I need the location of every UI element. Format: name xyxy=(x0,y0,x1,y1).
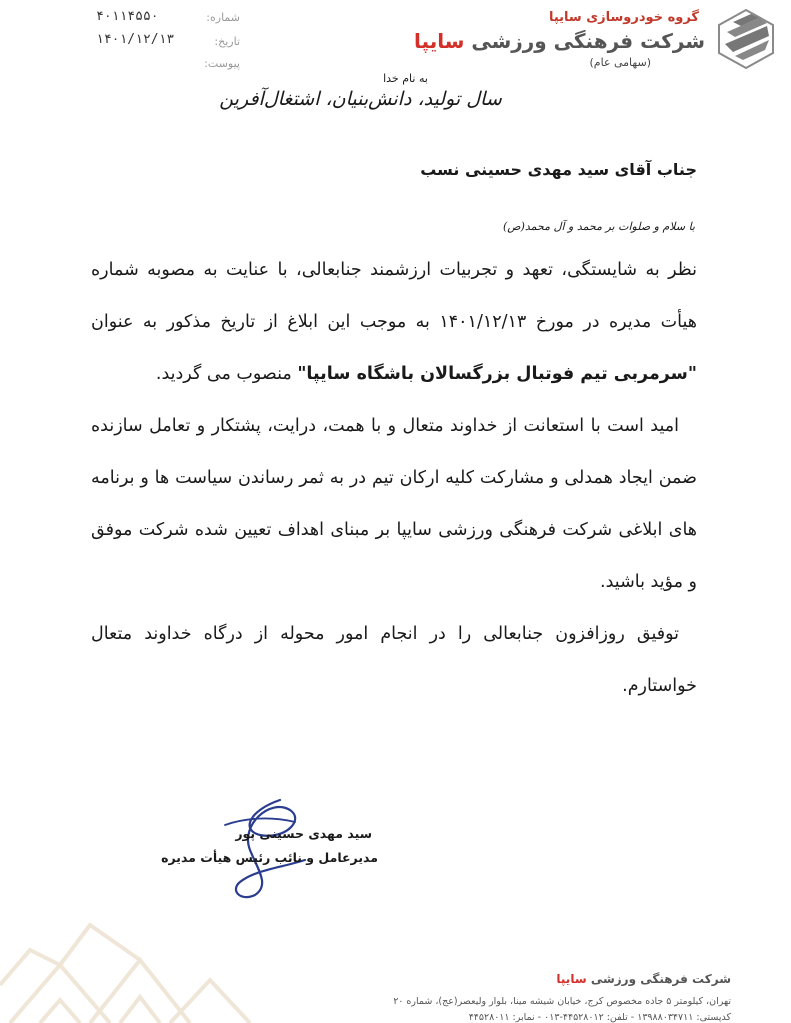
signatory-title: مدیرعامل و نائب رئیس هیأت مدیره xyxy=(161,850,378,865)
paragraph-3-text: توفیق روزافزون جنابعالی را در انجام امور محوله از درگاه خداوند متعال خواستارم. xyxy=(91,624,697,696)
paragraph-2 xyxy=(91,400,697,608)
letter-body xyxy=(91,244,697,712)
date-label: تاریخ: xyxy=(214,35,240,48)
signatory-name: سید مهدی حسینی پور xyxy=(235,826,372,841)
number-value: ۴۰۱۱۴۵۵۰ xyxy=(96,9,159,24)
paragraph-1-text: نظر به شایستگی، تعهد و تجربیات ارزشمند جنابعالی، با عنایت به مصوبه شماره هیأت مدیره در مورخ ۱۴۰۱/۱۲/۱۳ به موجب این ابلاغ از تاریخ مذکور به عنوان xyxy=(91,260,697,332)
year-slogan: سال تولید، دانش‌بنیان، اشتغال‌آفرین xyxy=(219,88,502,110)
brand-group-name: گروه خودروسازی سایپا xyxy=(548,10,699,25)
brand-company-accent: سایپا xyxy=(414,29,465,53)
footer-brand-accent: سایپا xyxy=(556,972,587,986)
number-label: شماره: xyxy=(206,11,240,24)
date-value: ۱۴۰۱/۱۲/۱۳ xyxy=(96,32,175,47)
brand-company-name xyxy=(414,29,705,53)
brand-company-type: (سهامی عام) xyxy=(589,56,651,69)
footer-address: تهران، کیلومتر ۵ جاده مخصوص کرج، خیابان شیشه مینا، بلوار ولیعصر(عج)، شماره ۲۰ xyxy=(393,996,731,1007)
saipa-logo-icon xyxy=(715,8,777,70)
paragraph-3 xyxy=(91,608,697,712)
footer-decorative-pattern-icon xyxy=(0,905,300,1023)
footer-brand xyxy=(556,972,731,986)
footer-brand-prefix: شرکت فرهنگی ورزشی xyxy=(590,972,731,986)
paragraph-1-end: منصوب می گردید. xyxy=(155,364,292,384)
paragraph-2-text: امید است با استعانت از خداوند متعال و با همت، درایت، پشتکار و تعامل سازنده ضمن ایجاد همدلی و مشارکت کلیه ارکان تیم در به ثمر رساندن سیاست ها و برنامه های ابلاغی شرکت فرهنگی ورزشی سایپا بر مبنای اهداف تعیین شده شرکت موفق و مؤید باشید. xyxy=(91,416,697,592)
salutation: با سلام و صلوات بر محمد و آل محمد(ص) xyxy=(503,220,695,233)
recipient: جناب آقای سید مهدی حسینی نسب xyxy=(420,160,697,179)
footer-contact: کدپستی: ۱۳۹۸۸۰۳۴۷۱۱ - تلفن: ۴۴۵۲۸۰۱۲-۰۱۳ - نمابر: ۴۴۵۲۸۰۱۱ xyxy=(468,1012,731,1023)
brand-company-prefix: شرکت فرهنگی ورزشی xyxy=(471,29,705,53)
paragraph-1 xyxy=(91,244,697,400)
basmala: به نام خدا xyxy=(383,72,428,85)
attachment-label: پیوست: xyxy=(204,57,240,70)
appointment-title: "سرمربی تیم فوتبال بزرگسالان باشگاه سایپا" xyxy=(297,364,697,384)
